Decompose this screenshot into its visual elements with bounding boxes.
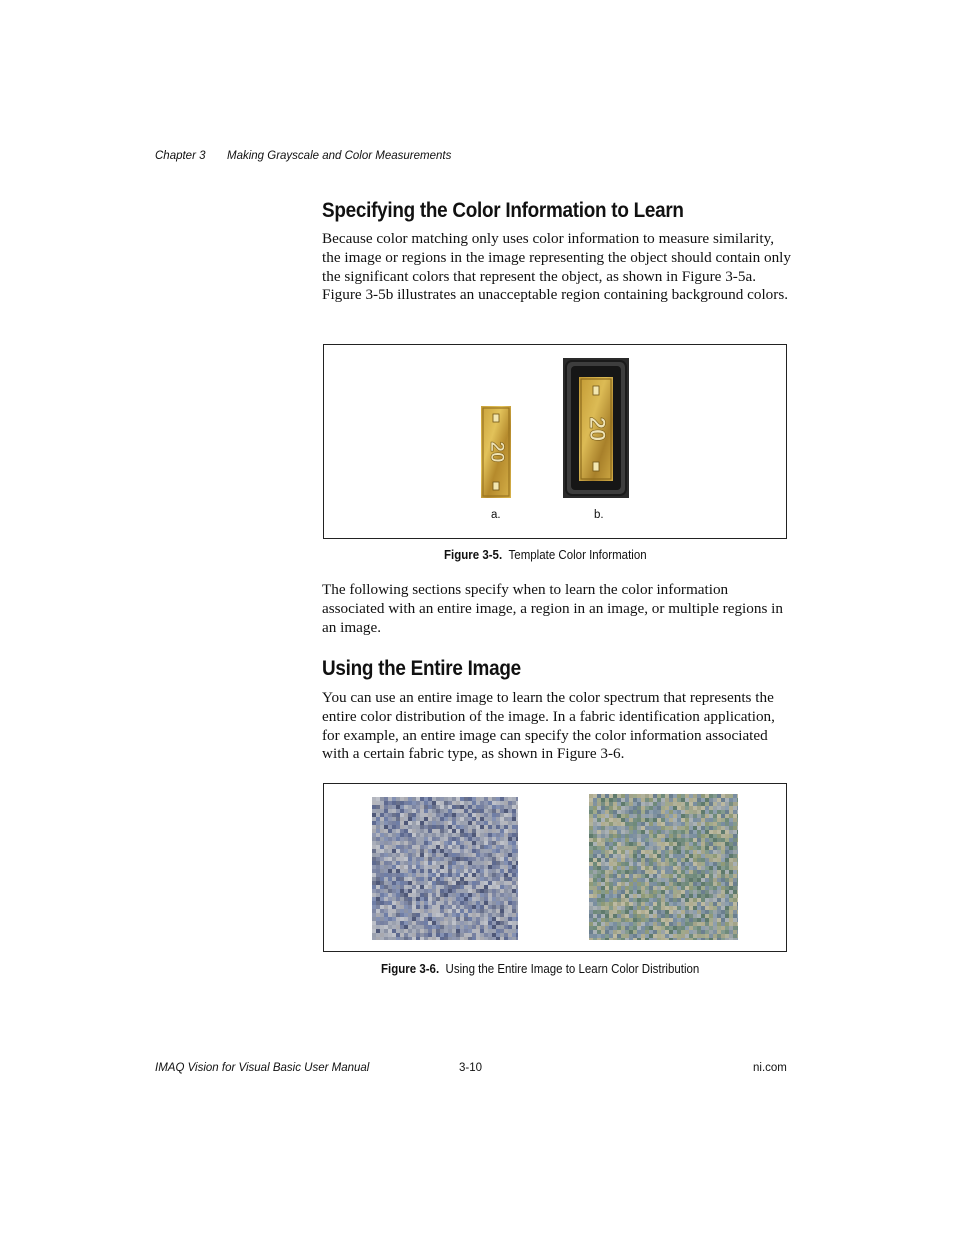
caption-text: Using the Entire Image to Learn Color Distribution (445, 962, 700, 976)
fuse-label-b: 20 (585, 416, 611, 442)
fuse-template-image-b (563, 358, 629, 498)
fabric-sample-image-left (372, 797, 518, 940)
body-paragraph-following-sections: The following sections specify when to learn the color information associated with an entire image, a region in an image, or multiple regions in an image. (322, 581, 783, 636)
figure-3-6-caption (381, 962, 699, 976)
figure-label-a: a. (491, 509, 501, 521)
fabric-sample-image-right (589, 794, 738, 940)
body-paragraph-entire-image: You can use an entire image to learn the color spectrum that represents the entire color distribution of the image. In a fabric identification application, for example, an entire image can specify the color information associated with a certain fabric type, as shown in Figure 3-6. (322, 689, 775, 763)
caption-text: Template Color Information (508, 548, 647, 562)
footer-page-number: 3-10 (459, 1062, 483, 1074)
section-heading-entire-image: Using the Entire Image (322, 657, 521, 680)
caption-number: Figure 3-6. (381, 962, 440, 976)
footer-manual-title: IMAQ Vision for Visual Basic User Manual (155, 1062, 370, 1074)
footer-website: ni.com (753, 1062, 787, 1074)
body-paragraph-specifying: Because color matching only uses color information to measure similarity, the image or regions in the image representing the object should contain only the significant colors that represent the object, as shown in Figure 3-5a. Figure 3-5b illustrates an unacceptable region containing background colors. (322, 230, 791, 304)
chapter-label: Chapter 3 (155, 150, 206, 162)
running-header (155, 150, 451, 162)
fuse-template-image-a (481, 406, 511, 498)
fuse-label-a: 20 (485, 441, 507, 463)
figure-3-6 (323, 783, 787, 952)
figure-3-5 (323, 344, 787, 539)
chapter-title: Making Grayscale and Color Measurements (227, 150, 452, 162)
figure-label-b: b. (594, 509, 604, 521)
figure-3-5-caption (444, 548, 647, 562)
section-heading-specifying: Specifying the Color Information to Learn (322, 199, 684, 222)
caption-number: Figure 3-5. (444, 548, 503, 562)
